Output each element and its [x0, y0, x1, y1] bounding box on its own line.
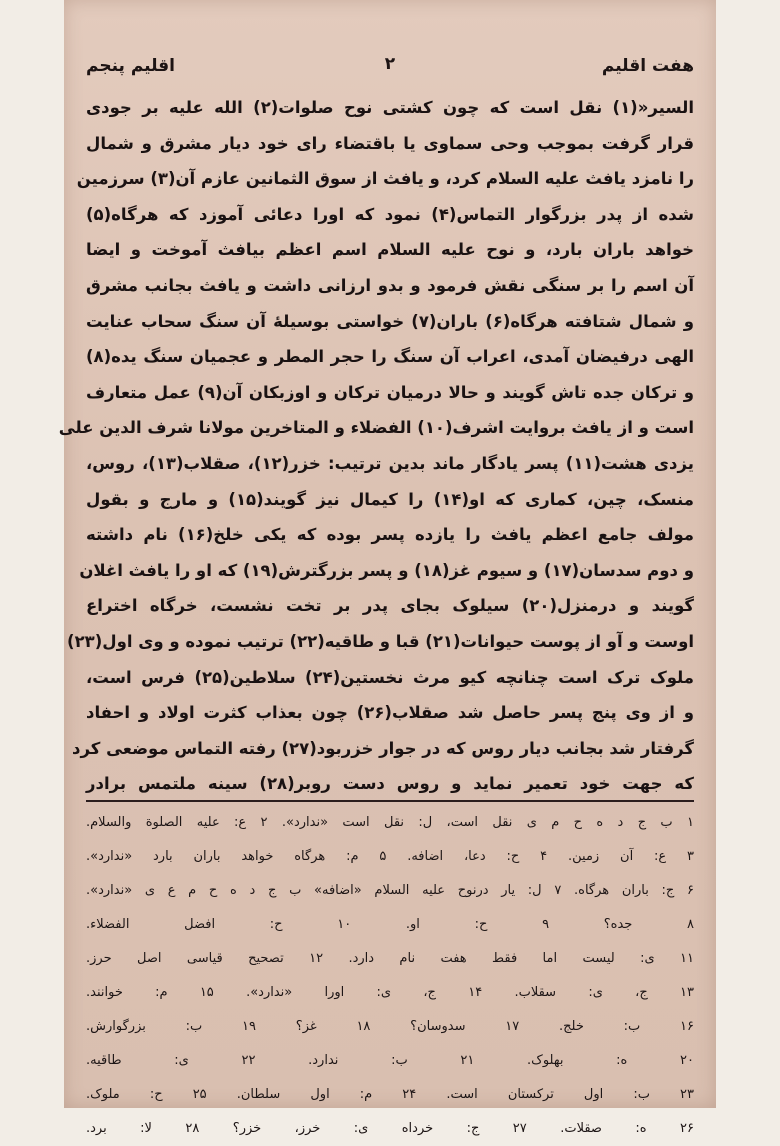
footnote-line: ۱ ب ج د ه ح م ی نقل است، ل: نقل است «ندارد». ۲ ع: علیه الصلوة والسلام.: [86, 815, 695, 830]
text-line: گرفتار شد بجانب دیار روس که در جوار خزربود(۲۷) رفته التماس موضعی کرد: [72, 738, 694, 758]
text-line: است و از یافث بروایت اشرف(۱۰) الفضلاء و المتاخرین مولانا شرف الدین علی: [58, 418, 694, 438]
section-title: اقلیم پنجم: [86, 56, 175, 76]
text-line: الهی درفیضان آمدی، اعراب آن سنگ را حجر المطر و عجمیان سنگ یده(۸): [86, 347, 694, 367]
text-line: اوست و آو از پوست حیوانات(۲۱) قبا و طاقیه(۲۲) ترتیب نموده و وی اول(۲۳): [67, 631, 694, 651]
text-line: و دوم سدسان(۱۷) و سیوم غز(۱۸) و پسر بزرگترش(۱۹) که او را یافث اغلان: [79, 560, 694, 580]
book-page: [58, 0, 716, 1136]
text-line: خواهد باران بارد، و نوح علیه السلام اسم اعظم بیافث آموخت و ایضا: [86, 240, 694, 260]
book-title: هفت اقلیم: [601, 56, 694, 76]
text-line: و از وی پنج پسر حاصل شد صقلاب(۲۶) چون بعذاب کثرت اولاد و احفاد: [86, 703, 694, 723]
text-line: منسک، چین، کماری که او(۱۴) را کیمال نیز گویند(۱۵) و مارج و بقول: [86, 489, 695, 509]
footnote-line: ۳ ع: آن زمین. ۴ ح: دعا، اضافه. ۵ م: هرگاه خواهد باران بارد «ندارد».: [86, 849, 694, 864]
text-line: قرار گرفت بموجب وحی سماوی یا باقتضاء رای خود دیار مشرق و شمال: [86, 133, 694, 153]
footnote-line: ۲۶ ه: صقلات. ۲۷ ج: خرداه ی: خرز، خزر؟ ۲۸ لا: برد.: [86, 1121, 694, 1136]
text-line: را نامزد یافث علیه السلام کرد، و یافث از سوق الثمانین عازم آن(۳) سرزمین: [76, 169, 694, 189]
footnote-line: ۱۳ ج، ی: سقلاب. ۱۴ ج، ی: اورا «ندارد». ۱۵ م: خوانند.: [86, 985, 694, 1000]
text-line: یزدی هشت(۱۱) پسر یادگار ماند بدین ترتیب: خزر(۱۲)، صقلاب(۱۳)، روس،: [86, 453, 694, 473]
main-text: [58, 90, 695, 802]
text-line: مولف جامع اعظم یافث را یازده پسر بوده که یکی خلخ(۱۶) نام داشته: [86, 525, 694, 545]
text-line: آن اسم را بر سنگی نقش فرمود و بدو ارزانی داشت و یافث بجانب مشرق: [86, 275, 694, 295]
text-line: شده از پدر بزرگوار التماس(۴) نمود که اورا دعائی آموزد که هرگاه(۵): [86, 204, 695, 224]
text-line: السیر«(۱) نقل است که چون کشتی نوح صلوات(۲) الله علیه بر جودی: [86, 98, 694, 117]
footnote-line: ۲۳ ب: اول ترکستان است. ۲۴ م: اول سلطان. ۲۵ ح: ملوک.: [86, 1087, 695, 1102]
footnote-line: ۱۱ ی: لیست اما فقط هفت نام دارد. ۱۲ تصحیح قیاسی اصل حرز.: [86, 951, 695, 966]
footnote-line: ۲۰ ه: بهلوک. ۲۱ ب: ندارد. ۲۲ ی: طاقیه.: [86, 1053, 694, 1068]
footnote-divider: [86, 800, 694, 802]
text-line: گویند و درمنزل(۲۰) سیلوک بجای پدر بر تخت نشست، خرگاه اختراع: [86, 596, 695, 616]
footnote-line: ۸ جده؟ ۹ ح: او. ۱۰ ح: افضل الفضلاء.: [86, 917, 694, 932]
page-number: ۲: [384, 54, 396, 74]
text-line: ملوک ترک است چنانچه کیو مرث نخستین(۲۴) سلاطین(۲۵) فرس است،: [86, 667, 695, 687]
text-line: که جهت خود تعمیر نماید و روس دست روبر(۲۸) سینه ملتمس برادر: [86, 774, 694, 794]
footnote-line: ۶ ج: باران هرگاه. ۷ ل: یار درنوح علیه السلام «اضافه» ب ج د ه ح م ع ی «ندارد».: [86, 883, 694, 898]
footnote-line: ۱۶ ب: خلج. ۱۷ سدوسان؟ ۱۸ غز؟ ۱۹ ب: بزرگوارش.: [86, 1019, 695, 1034]
text-line: و شمال شتافته هرگاه(۶) باران(۷) خواستی بوسیلهٔ آن سنگ سحاب عنایت: [86, 311, 694, 331]
text-line: و ترکان جده تاش گویند و حالا درمیان ترکان و اوزبکان آن(۹) عمل متعارف: [86, 382, 694, 402]
footnotes: [86, 806, 694, 1146]
page-header: [86, 52, 694, 86]
